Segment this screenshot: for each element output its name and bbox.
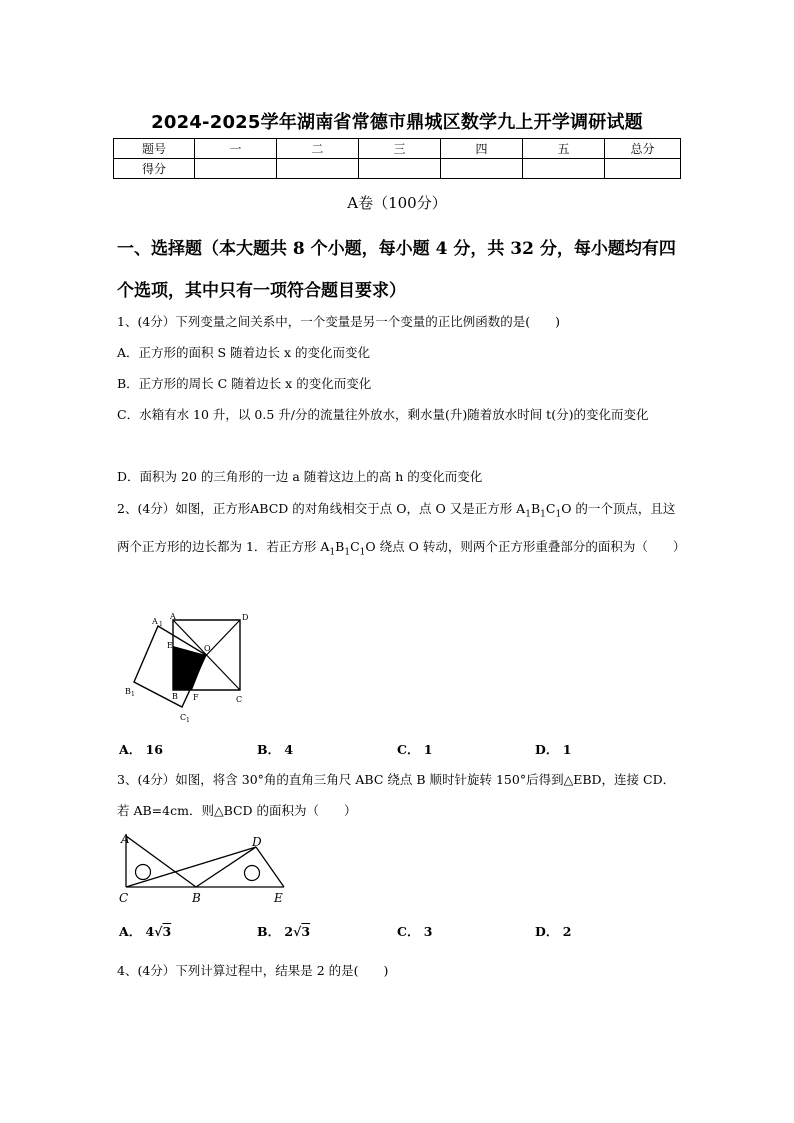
score-cell[interactable]: [441, 159, 523, 179]
label-a: A: [170, 612, 176, 621]
q2-option-b: B． 4: [257, 742, 294, 757]
q3-option-c: C． 3: [397, 924, 433, 939]
label-e: E: [274, 891, 283, 905]
q3-stem: 3、(4分）如图，将含 30°角的直角三角尺 ABC 绕点 B 顺时针旋转 150°后得到△EBD，连接 CD．若 AB=4cm．则△BCD 的面积为（ ）: [117, 772, 676, 818]
label-e: E: [167, 641, 173, 650]
label-b1: B: [125, 687, 131, 696]
label-c: C: [236, 695, 243, 704]
label-c1: C: [180, 713, 187, 722]
header-cell: 五: [523, 139, 605, 159]
label-a1: A: [152, 617, 158, 626]
q2-option-c: C． 1: [397, 742, 433, 757]
q3-option-d: D． 2: [535, 924, 572, 939]
label-o: O: [204, 644, 211, 653]
score-cell[interactable]: [359, 159, 441, 179]
triangle-hole-right: [245, 866, 260, 881]
q3-figure: [116, 830, 291, 908]
q2-stem: 2、(4分）如图，正方形ABCD 的对角线相交于点 O，点 O 又是正方形 $A_1B_1C_1O$ 的一个顶点，且这两个正方形的边长都为 1．若正方形 $A_1B_1C_1O$ 绕点 O 转动，则两个正方形重叠部分的面积为（ ）: [117, 501, 686, 557]
score-cell[interactable]: [195, 159, 277, 179]
segment-de: [256, 847, 284, 887]
q3-option-a: A． 4√3: [119, 924, 172, 939]
header-cell: 四: [441, 139, 523, 159]
paper-section-heading: A卷（100分）: [347, 194, 447, 212]
segment-ab: [126, 836, 196, 887]
q1-option-a: A．正方形的面积 S 随着边长 x 的变化而变化: [117, 345, 371, 360]
triangle-hole-left: [136, 865, 151, 880]
q2-figure: [118, 610, 258, 725]
score-cell[interactable]: [605, 159, 681, 179]
q2-option-d: D． 1: [535, 742, 572, 757]
label-b: B: [172, 692, 178, 701]
exam-title: 2024-2025学年湖南省常德市鼎城区数学九上开学调研试题: [151, 112, 643, 133]
score-cell[interactable]: [277, 159, 359, 179]
q1-stem: 1、(4分）下列变量之间关系中，一个变量是另一个变量的正比例函数的是( ): [117, 314, 561, 329]
score-cell[interactable]: [523, 159, 605, 179]
label-d: D: [242, 613, 249, 622]
header-cell: 题号: [114, 139, 195, 159]
section-title: 一、选择题（本大题共 8 个小题，每小题 4 分，共 32 分，每小题均有四个选项，其中只有一项符合题目要求）: [117, 239, 676, 301]
score-table-score-row: [114, 159, 681, 179]
q1-option-c: C．水箱有水 10 升，以 0.5 升/分的流量往外放水，剩水量(升)随着放水时间 t(分)的变化而变化: [117, 407, 649, 422]
label-a: A: [121, 832, 130, 846]
label-c: C: [119, 891, 129, 905]
header-cell: 二: [277, 139, 359, 159]
q3-option-b: B． 2√3: [257, 924, 311, 939]
label-d: D: [252, 835, 262, 849]
q2-option-a: A． 16: [119, 742, 163, 757]
label-b1-sub: 1: [131, 691, 135, 698]
header-cell: 一: [195, 139, 277, 159]
score-table: [113, 138, 681, 179]
label-f: F: [193, 693, 199, 702]
label-b: B: [192, 891, 201, 905]
score-label-cell: 得分: [114, 159, 195, 179]
header-cell: 三: [359, 139, 441, 159]
score-table-header-row: [114, 139, 681, 159]
q1-option-b: B．正方形的周长 C 随着边长 x 的变化而变化: [117, 376, 372, 391]
label-c1-sub: 1: [186, 717, 190, 724]
q1-option-d: D．面积为 20 的三角形的一边 a 随着这边上的高 h 的变化而变化: [117, 469, 483, 484]
label-a1-sub: 1: [159, 621, 163, 628]
segment-cd: [126, 847, 256, 887]
q4-stem: 4、(4分）下列计算过程中，结果是 2 的是( ): [117, 963, 389, 978]
header-cell: 总分: [605, 139, 681, 159]
